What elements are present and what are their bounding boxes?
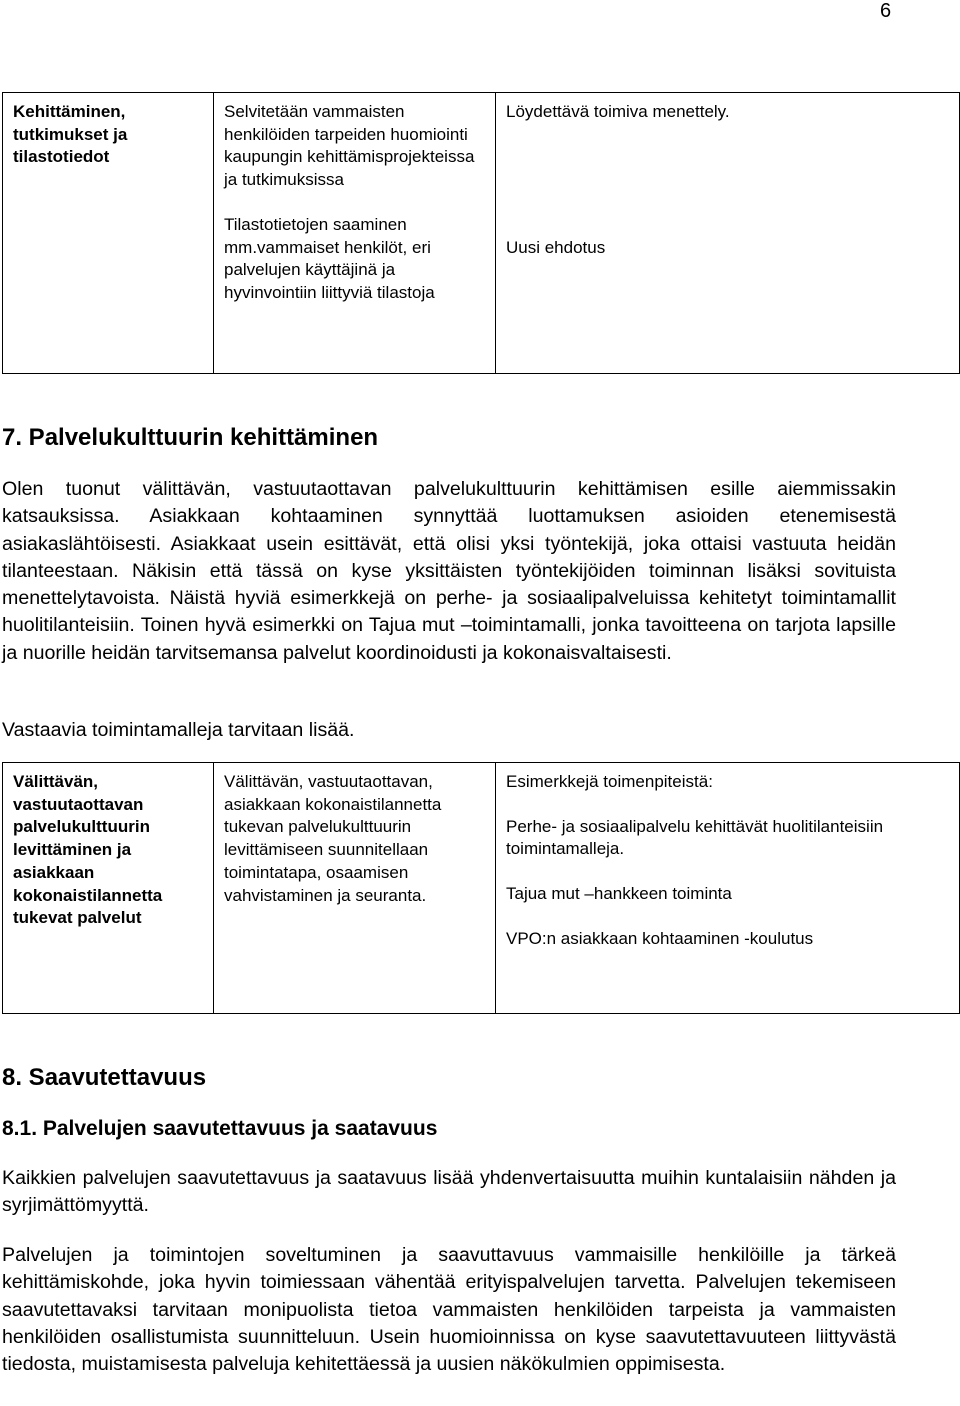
table-development	[2, 92, 960, 374]
status-text: Löydettävä toimiva menettely.	[506, 102, 730, 121]
section-heading: 7. Palvelukulttuurin kehittäminen	[2, 424, 379, 451]
body-paragraph: Palvelujen ja toimintojen soveltuminen ja saavuttavuus vammaisille henkilöille ja tärkeä kehittämiskohde, joka hyvin toimiessaan vähentää erityispalvelujen tarvetta. Palvelujen tekemiseen saavutettavaksi tarvitaan monipuolista tietoa vammaisten henkilöiden tarpeista ja vammaisten henkilöiden osallistumista suunnitteluun. Usein huomioinnissa on kyse saavutettavuuteen liittyvästä tiedosta, muistamisesta palveluja kehitettäessä ja uusien näkökulmien oppimisesta.	[2, 1244, 896, 1376]
topic-label: Kehittäminen, tutkimukset ja tilastotiedot	[13, 102, 128, 167]
example-item: VPO:n asiakkaan kohtaaminen -koulutus	[506, 928, 814, 948]
example-item: Perhe- ja sosiaalipalvelu kehittävät huolitilanteisiin toimintamalleja.	[506, 816, 884, 859]
page-number: 6	[880, 0, 892, 22]
table-cell-action	[214, 763, 496, 1014]
table-cell-action	[214, 93, 496, 374]
example-item: Tajua mut –hankkeen toiminta	[506, 884, 732, 904]
table-cell-examples	[496, 763, 960, 1014]
section-heading: 8. Saavutettavuus	[2, 1064, 207, 1091]
table-cell-topic	[3, 763, 214, 1014]
action-text: Välittävän, vastuutaottavan, asiakkaan kokonaistilannetta tukevan palvelukulttuurin levittämiseen suunnitellaan toimintatapa, osaamisen vahvistaminen ja seuranta.	[224, 772, 442, 905]
action-text: Selvitetään vammaisten henkilöiden tarpeiden huomiointi kaupungin kehittämisprojekteissa ja tutkimuksissa	[224, 102, 475, 190]
table-service-culture	[2, 762, 960, 1014]
table-cell-topic	[3, 93, 214, 374]
topic-label: Välittävän, vastuutaottavan palvelukulttuurin levittäminen ja asiakkaan kokonaistilannetta tukevat palvelut	[13, 772, 163, 928]
body-paragraph: Vastaavia toimintamalleja tarvitaan lisää.	[2, 719, 355, 741]
status-text: Uusi ehdotus	[506, 237, 606, 257]
subsection-heading: 8.1. Palvelujen saavutettavuus ja saatavuus	[2, 1117, 438, 1140]
table-cell-status	[496, 93, 960, 374]
examples-title: Esimerkkejä toimenpiteistä:	[506, 772, 713, 791]
body-paragraph: Kaikkien palvelujen saavutettavuus ja saatavuus lisää yhdenvertaisuutta muihin kuntalaisiin nähden ja syrjimättömyyttä.	[2, 1167, 896, 1217]
body-paragraph: Olen tuonut välittävän, vastuutaottavan palvelukulttuurin kehittämisen esille aiemmissakin katsauksissa. Asiakkaan kohtaaminen synnyttää luottamuksen asioiden etenemisestä asiakaslähtöisesti. Asiakkaat usein esittävät, että olisi yksi työntekijä, joka ottaisi vastuuta heidän tilanteestaan. Näkisin että tässä on kyse yksittäisten työntekijöiden toiminnan lisäksi sovituista menettelytavoista. Näistä hyviä esimerkkejä on perhe- ja sosiaalipalveluissa kehitetyt toimintamallit huolitilanteisiin. Toinen hyvä esimerkki on Tajua mut –toimintamalli, jonka tavoitteena on tarjota lapsille ja nuorille heidän tarvitsemansa palvelut koordinoidusti ja kokonaisvaltaisesti.	[2, 478, 896, 664]
action-text: Tilastotietojen saaminen mm.vammaiset henkilöt, eri palvelujen käyttäjinä ja hyvinvointiin liittyviä tilastoja	[224, 214, 435, 302]
